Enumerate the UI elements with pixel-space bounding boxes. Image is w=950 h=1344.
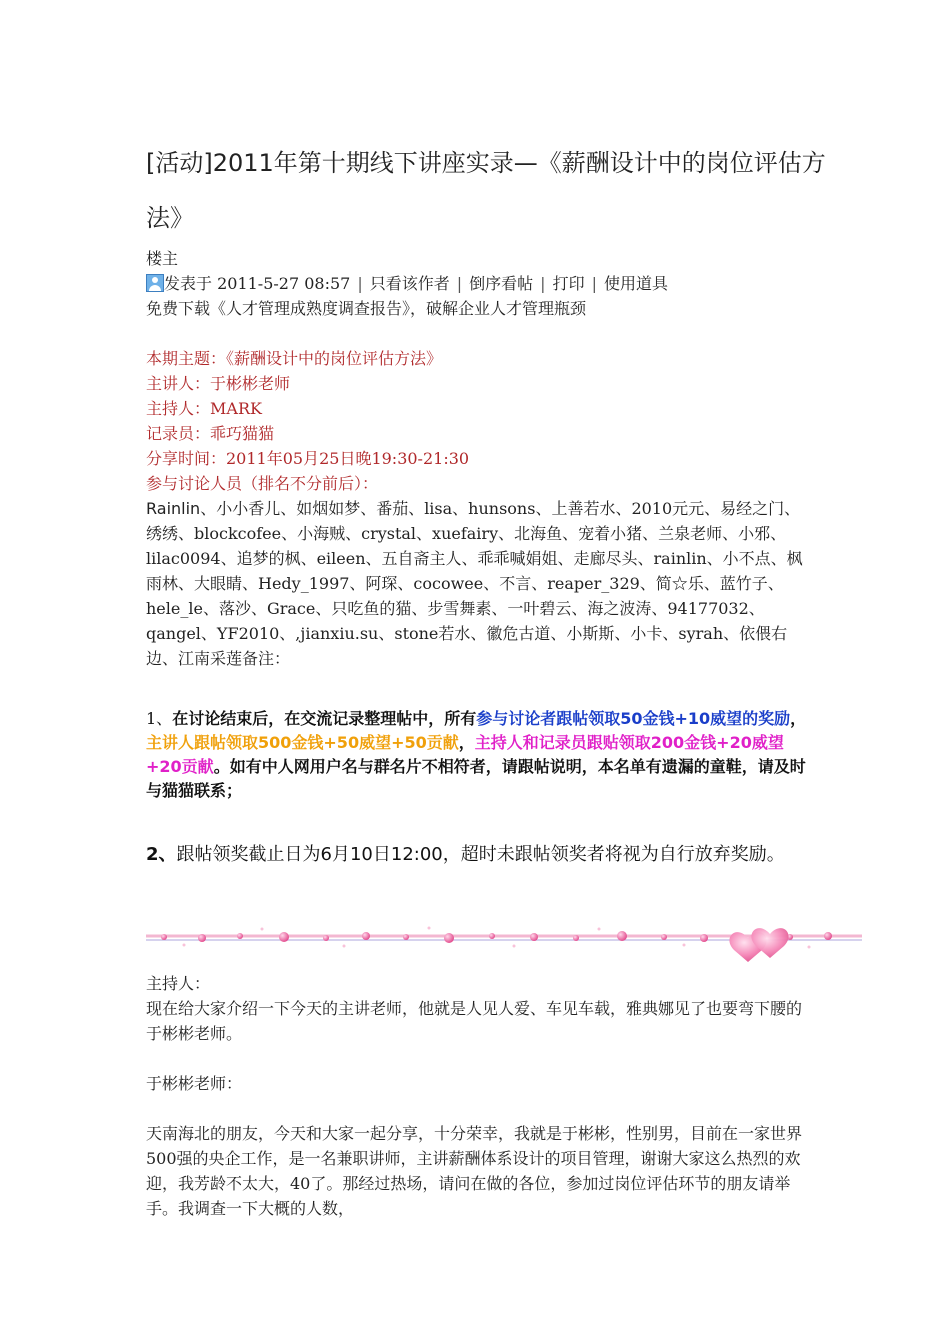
page-title: [活动]2011年第十期线下讲座实录—《薪酬设计中的岗位评估方法》 [146, 149, 826, 232]
note-1-prefix: 1、 [146, 709, 173, 728]
user-avatar-icon[interactable] [146, 274, 164, 292]
session-time: 分享时间：2011年05月25日晚19:30-21:30 [146, 449, 470, 468]
transcript [146, 971, 811, 1221]
session-info [146, 346, 861, 496]
session-host: 主持人：MARK [146, 399, 262, 418]
post-meta [146, 246, 861, 321]
speaker-text: 天南海北的朋友，今天和大家一起分享，十分荣幸，我就是于彬彬，性别男，目前在一家世界500强的央企工作，是一名兼职讲师，主讲薪酬体系设计的项目管理，谢谢大家这么热烈的欢迎，我芳龄不太大，40了。那经过热场，请问在做的各位，参加过岗位评估环节的朋友请举手。我调查一下大概的人数， [146, 1124, 803, 1218]
heart-bead-divider [144, 912, 864, 966]
note-1-participant-reward: 参与讨论者跟帖领取50金钱+10威望的奖励 [476, 709, 791, 728]
note-2-prefix: 2、 [146, 844, 177, 865]
note-1-host-reward: 主持人和记录员跟贴领取200金钱+20威望+20贡献 [146, 733, 784, 776]
participants-list [146, 496, 811, 671]
participants-label: 参与讨论人员（排名不分前后）： [146, 474, 379, 493]
print-link[interactable]: 打印 [552, 274, 585, 293]
note-1: 1、在讨论结束后，在交流记录整理帖中，所有参与讨论者跟帖领取50金钱+10威望的奖励，主讲人跟帖领取500金钱+50威望+50贡献，主持人和记录员跟贴领取200金钱+20威望+20贡献。如有中人网用户名与群名片不相符者，请跟帖说明，本名单有遗漏的童鞋，请及时与猫猫联系； [146, 709, 807, 800]
ad-download-link[interactable]: 免费下载《人才管理成熟度调查报告》，破解企业人才管理瓶颈 [146, 299, 587, 318]
note-1-intro: 在讨论结束后，在交流记录整理帖中，所有 [172, 709, 477, 728]
note-2-text: 跟帖领奖截止日为6月10日12:00，超时未跟帖领奖者将视为自行放弃奖励。 [176, 844, 785, 865]
posted-time: 发表于 2011-5-27 08:57 [164, 274, 351, 293]
participants-lead: Rainlin [146, 499, 201, 518]
note-1-speaker-reward: 主讲人跟帖领取500金钱+50威望+50贡献 [146, 733, 459, 752]
host-text: 现在给大家介绍一下今天的主讲老师，他就是人见人爱、车见车载，雅典娜见了也要弯下腰的于彬彬老师。 [146, 999, 803, 1043]
session-topic: 本期主题：《薪酬设计中的岗位评估方法》 [146, 349, 443, 368]
session-speaker: 主讲人：于彬彬老师 [146, 374, 291, 393]
note-1-remark: 。如有中人网用户名与群名片不相符者，请跟帖说明，本名单有遗漏的童鞋，请及时与猫猫联系； [146, 757, 806, 800]
post-info-row: 发表于 2011-5-27 08:57 | 只看该作者 | 倒序看帖 | 打印 | 使用道具 [146, 271, 861, 296]
use-tool-link[interactable]: 使用道具 [603, 274, 668, 293]
reverse-order-link[interactable]: 倒序看帖 [469, 274, 534, 293]
reward-notes [146, 707, 816, 865]
note-2 [146, 829, 816, 881]
session-recorder: 记录员：乖巧猫猫 [146, 424, 275, 443]
host-label: 主持人： [146, 974, 211, 993]
speaker-label: 于彬彬老师： [146, 1074, 243, 1093]
author-role: 楼主 [146, 249, 179, 268]
only-author-link[interactable]: 只看该作者 [369, 274, 450, 293]
participants-text: 、小小香儿、如烟如梦、番茄、lisa、hunsons、上善若水、2010元元、易经之门、绣绣、blockcofee、小海贼、crystal、xuefairy、北海鱼、宠着小猪、兰泉老师、小邪、lilac0094、追梦的枫、eileen、五自斋主人、乖乖喊娟姐、走廊尽头、rainlin、小不点、枫雨林、大眼睛、Hedy_1997、阿琛、cocowee、不言、reaper_329、简☆乐、蓝竹子、hele_le、落沙、Grace、只吃鱼的猫、步雪舞素、一叶碧云、海之波涛、94177032、qangel、YF2010、,jianxiu.su、stone若水、徽危古道、小斯斯、小卡、syrah、依偎右边、江南采莲备注： [146, 499, 803, 668]
